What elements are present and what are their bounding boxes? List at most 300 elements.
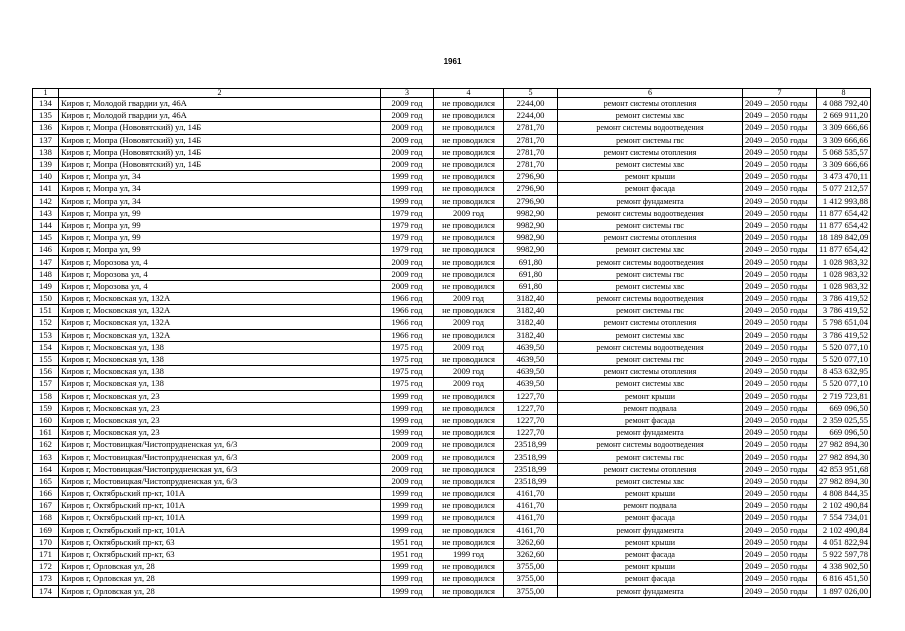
table-row (33, 573, 871, 585)
cost-cell: 1 028 983,32 (817, 256, 871, 268)
table-row (33, 158, 871, 170)
build-year-cell: 2009 год (381, 146, 434, 158)
period-cell: 2049 – 2050 годы (743, 329, 817, 341)
work-type-cell: ремонт фасада (558, 183, 743, 195)
last-repair-cell: не проводился (434, 195, 504, 207)
address-cell: Киров г, Московская ул, 132А (59, 317, 381, 329)
table-row (33, 232, 871, 244)
last-repair-cell: не проводился (434, 232, 504, 244)
cost-cell: 1 897 026,00 (817, 585, 871, 597)
cost-cell: 8 453 632,95 (817, 366, 871, 378)
address-cell: Киров г, Московская ул, 23 (59, 390, 381, 402)
last-repair-cell: не проводился (434, 268, 504, 280)
period-cell: 2049 – 2050 годы (743, 366, 817, 378)
build-year-cell: 1999 год (381, 488, 434, 500)
work-type-cell: ремонт системы хвс (558, 158, 743, 170)
table-row (33, 366, 871, 378)
cost-cell: 11 877 654,42 (817, 207, 871, 219)
table-row (33, 122, 871, 134)
last-repair-cell: не проводился (434, 110, 504, 122)
row-number-cell: 147 (33, 256, 59, 268)
area-cell: 4639,50 (504, 378, 558, 390)
row-number-cell: 142 (33, 195, 59, 207)
work-type-cell: ремонт системы отопления (558, 366, 743, 378)
address-cell: Киров г, Мостовицкая/Чистопрудненская ул, 6/3 (59, 451, 381, 463)
period-cell: 2049 – 2050 годы (743, 98, 817, 110)
build-year-cell: 1966 год (381, 293, 434, 305)
work-type-cell: ремонт подвала (558, 402, 743, 414)
last-repair-cell: не проводился (434, 427, 504, 439)
work-type-cell: ремонт системы хвс (558, 244, 743, 256)
last-repair-cell: 2009 год (434, 293, 504, 305)
build-year-cell: 1966 год (381, 317, 434, 329)
work-type-cell: ремонт крыши (558, 536, 743, 548)
row-number-cell: 171 (33, 548, 59, 560)
area-cell: 4161,70 (504, 512, 558, 524)
build-year-cell: 1979 год (381, 244, 434, 256)
row-number-cell: 138 (33, 146, 59, 158)
table-row (33, 305, 871, 317)
table-row (33, 488, 871, 500)
cost-cell: 7 554 734,01 (817, 512, 871, 524)
table-row (33, 110, 871, 122)
work-type-cell: ремонт крыши (558, 561, 743, 573)
address-cell: Киров г, Мопра (Нововятский) ул, 14Б (59, 158, 381, 170)
address-cell: Киров г, Мопра ул, 99 (59, 244, 381, 256)
address-cell: Киров г, Морозова ул, 4 (59, 280, 381, 292)
period-cell: 2049 – 2050 годы (743, 402, 817, 414)
last-repair-cell: не проводился (434, 256, 504, 268)
last-repair-cell: не проводился (434, 353, 504, 365)
cost-cell: 1 028 983,32 (817, 280, 871, 292)
period-cell: 2049 – 2050 годы (743, 134, 817, 146)
address-cell: Киров г, Октябрьский пр-кт, 101А (59, 524, 381, 536)
area-cell: 1227,70 (504, 427, 558, 439)
period-cell: 2049 – 2050 годы (743, 512, 817, 524)
area-cell: 23518,99 (504, 451, 558, 463)
last-repair-cell: не проводился (434, 463, 504, 475)
table-row (33, 475, 871, 487)
period-cell: 2049 – 2050 годы (743, 219, 817, 231)
period-cell: 2049 – 2050 годы (743, 158, 817, 170)
address-cell: Киров г, Орловская ул, 28 (59, 585, 381, 597)
address-cell: Киров г, Московская ул, 138 (59, 353, 381, 365)
address-cell: Киров г, Мопра ул, 34 (59, 171, 381, 183)
row-number-cell: 168 (33, 512, 59, 524)
work-type-cell: ремонт системы гвс (558, 353, 743, 365)
area-cell: 1227,70 (504, 402, 558, 414)
address-cell: Киров г, Московская ул, 138 (59, 366, 381, 378)
row-number-cell: 134 (33, 98, 59, 110)
address-cell: Киров г, Орловская ул, 28 (59, 573, 381, 585)
cost-cell: 3 786 419,52 (817, 293, 871, 305)
build-year-cell: 2009 год (381, 98, 434, 110)
area-cell: 4639,50 (504, 353, 558, 365)
row-number-cell: 146 (33, 244, 59, 256)
address-cell: Киров г, Мостовицкая/Чистопрудненская ул, 6/3 (59, 439, 381, 451)
cost-cell: 5 520 077,10 (817, 378, 871, 390)
cost-cell: 5 520 077,10 (817, 341, 871, 353)
cost-cell: 3 473 470,11 (817, 171, 871, 183)
work-type-cell: ремонт фасада (558, 548, 743, 560)
table-row (33, 463, 871, 475)
build-year-cell: 1951 год (381, 536, 434, 548)
build-year-cell: 1979 год (381, 207, 434, 219)
page-number: 1961 (443, 57, 462, 66)
period-cell: 2049 – 2050 годы (743, 232, 817, 244)
last-repair-cell: не проводился (434, 414, 504, 426)
period-cell: 2049 – 2050 годы (743, 183, 817, 195)
table-row (33, 378, 871, 390)
row-number-cell: 170 (33, 536, 59, 548)
period-cell: 2049 – 2050 годы (743, 488, 817, 500)
last-repair-cell: не проводился (434, 244, 504, 256)
period-cell: 2049 – 2050 годы (743, 122, 817, 134)
cost-cell: 3 309 666,66 (817, 158, 871, 170)
cost-cell: 27 982 894,30 (817, 451, 871, 463)
table-row (33, 268, 871, 280)
work-type-cell: ремонт системы отопления (558, 317, 743, 329)
table-row (33, 585, 871, 597)
period-cell: 2049 – 2050 годы (743, 244, 817, 256)
work-type-cell: ремонт подвала (558, 500, 743, 512)
last-repair-cell: не проводился (434, 219, 504, 231)
period-cell: 2049 – 2050 годы (743, 353, 817, 365)
row-number-cell: 166 (33, 488, 59, 500)
build-year-cell: 1979 год (381, 232, 434, 244)
cost-cell: 27 982 894,30 (817, 475, 871, 487)
last-repair-cell: не проводился (434, 488, 504, 500)
repair-schedule-table (32, 88, 871, 598)
period-cell: 2049 – 2050 годы (743, 341, 817, 353)
address-cell: Киров г, Мопра (Нововятский) ул, 14Б (59, 134, 381, 146)
build-year-cell: 2009 год (381, 110, 434, 122)
table-row (33, 146, 871, 158)
work-type-cell: ремонт фундамента (558, 585, 743, 597)
table-row (33, 219, 871, 231)
cost-cell: 5 922 597,78 (817, 548, 871, 560)
table-row (33, 390, 871, 402)
area-cell: 4639,50 (504, 366, 558, 378)
row-number-cell: 172 (33, 561, 59, 573)
address-cell: Киров г, Мопра ул, 99 (59, 219, 381, 231)
row-number-cell: 149 (33, 280, 59, 292)
work-type-cell: ремонт фасада (558, 512, 743, 524)
work-type-cell: ремонт системы хвс (558, 329, 743, 341)
cost-cell: 669 096,50 (817, 427, 871, 439)
address-cell: Киров г, Мопра (Нововятский) ул, 14Б (59, 146, 381, 158)
address-cell: Киров г, Московская ул, 138 (59, 341, 381, 353)
row-number-cell: 161 (33, 427, 59, 439)
build-year-cell: 2009 год (381, 463, 434, 475)
last-repair-cell: не проводился (434, 171, 504, 183)
build-year-cell: 1999 год (381, 561, 434, 573)
last-repair-cell: не проводился (434, 451, 504, 463)
build-year-cell: 1999 год (381, 512, 434, 524)
last-repair-cell: 2009 год (434, 317, 504, 329)
cost-cell: 4 088 792,40 (817, 98, 871, 110)
last-repair-cell: не проводился (434, 183, 504, 195)
table-row (33, 280, 871, 292)
area-cell: 3182,40 (504, 305, 558, 317)
area-cell: 23518,99 (504, 475, 558, 487)
build-year-cell: 1979 год (381, 219, 434, 231)
cost-cell: 27 982 894,30 (817, 439, 871, 451)
period-cell: 2049 – 2050 годы (743, 171, 817, 183)
period-cell: 2049 – 2050 годы (743, 305, 817, 317)
period-cell: 2049 – 2050 годы (743, 390, 817, 402)
address-cell: Киров г, Октябрьский пр-кт, 101А (59, 500, 381, 512)
build-year-cell: 1975 год (381, 378, 434, 390)
work-type-cell: ремонт системы гвс (558, 451, 743, 463)
build-year-cell: 1999 год (381, 402, 434, 414)
work-type-cell: ремонт фасада (558, 573, 743, 585)
table-row (33, 134, 871, 146)
row-number-cell: 173 (33, 573, 59, 585)
address-cell: Киров г, Московская ул, 138 (59, 378, 381, 390)
work-type-cell: ремонт системы водоотведения (558, 207, 743, 219)
last-repair-cell: 2009 год (434, 341, 504, 353)
address-cell: Киров г, Московская ул, 132А (59, 293, 381, 305)
work-type-cell: ремонт системы гвс (558, 305, 743, 317)
address-cell: Киров г, Октябрьский пр-кт, 101А (59, 488, 381, 500)
last-repair-cell: 2009 год (434, 378, 504, 390)
area-cell: 4161,70 (504, 488, 558, 500)
table-row (33, 171, 871, 183)
row-number-cell: 165 (33, 475, 59, 487)
table-row (33, 500, 871, 512)
work-type-cell: ремонт фасада (558, 414, 743, 426)
work-type-cell: ремонт системы водоотведения (558, 341, 743, 353)
last-repair-cell: не проводился (434, 500, 504, 512)
row-number-cell: 167 (33, 500, 59, 512)
last-repair-cell: 2009 год (434, 207, 504, 219)
cost-cell: 2 102 490,84 (817, 524, 871, 536)
address-cell: Киров г, Молодой гвардии ул, 46А (59, 110, 381, 122)
cost-cell: 4 051 822,94 (817, 536, 871, 548)
area-cell: 2781,70 (504, 146, 558, 158)
build-year-cell: 2009 год (381, 256, 434, 268)
work-type-cell: ремонт системы гвс (558, 268, 743, 280)
last-repair-cell: не проводился (434, 390, 504, 402)
area-cell: 2781,70 (504, 158, 558, 170)
row-number-cell: 159 (33, 402, 59, 414)
work-type-cell: ремонт крыши (558, 171, 743, 183)
period-cell: 2049 – 2050 годы (743, 439, 817, 451)
area-cell: 1227,70 (504, 414, 558, 426)
address-cell: Киров г, Мопра ул, 34 (59, 195, 381, 207)
row-number-cell: 143 (33, 207, 59, 219)
last-repair-cell: не проводился (434, 122, 504, 134)
row-number-cell: 150 (33, 293, 59, 305)
row-number-cell: 157 (33, 378, 59, 390)
row-number-cell: 140 (33, 171, 59, 183)
cost-cell: 18 189 842,09 (817, 232, 871, 244)
cost-cell: 3 309 666,66 (817, 134, 871, 146)
area-cell: 3182,40 (504, 317, 558, 329)
period-cell: 2049 – 2050 годы (743, 317, 817, 329)
header-cell: 6 (558, 89, 743, 98)
row-number-cell: 141 (33, 183, 59, 195)
header-cell: 3 (381, 89, 434, 98)
build-year-cell: 1966 год (381, 329, 434, 341)
work-type-cell: ремонт системы хвс (558, 110, 743, 122)
work-type-cell: ремонт фундамента (558, 195, 743, 207)
table-row (33, 536, 871, 548)
address-cell: Киров г, Московская ул, 132А (59, 305, 381, 317)
cost-cell: 3 786 419,52 (817, 329, 871, 341)
work-type-cell: ремонт системы отопления (558, 463, 743, 475)
table-row (33, 329, 871, 341)
period-cell: 2049 – 2050 годы (743, 256, 817, 268)
table-row (33, 561, 871, 573)
row-number-cell: 136 (33, 122, 59, 134)
table-row (33, 414, 871, 426)
area-cell: 2796,90 (504, 171, 558, 183)
table-row (33, 244, 871, 256)
build-year-cell: 2009 год (381, 122, 434, 134)
last-repair-cell: не проводился (434, 524, 504, 536)
work-type-cell: ремонт системы водоотведения (558, 122, 743, 134)
table-row (33, 293, 871, 305)
period-cell: 2049 – 2050 годы (743, 268, 817, 280)
build-year-cell: 2009 год (381, 439, 434, 451)
area-cell: 2244,00 (504, 110, 558, 122)
address-cell: Киров г, Московская ул, 23 (59, 414, 381, 426)
build-year-cell: 2009 год (381, 280, 434, 292)
cost-cell: 5 077 212,57 (817, 183, 871, 195)
row-number-cell: 145 (33, 232, 59, 244)
build-year-cell: 2009 год (381, 451, 434, 463)
row-number-cell: 137 (33, 134, 59, 146)
build-year-cell: 1999 год (381, 524, 434, 536)
period-cell: 2049 – 2050 годы (743, 585, 817, 597)
cost-cell: 1 412 993,88 (817, 195, 871, 207)
period-cell: 2049 – 2050 годы (743, 451, 817, 463)
build-year-cell: 1975 год (381, 341, 434, 353)
address-cell: Киров г, Мостовицкая/Чистопрудненская ул, 6/3 (59, 475, 381, 487)
work-type-cell: ремонт системы хвс (558, 378, 743, 390)
cost-cell: 5 798 651,04 (817, 317, 871, 329)
area-cell: 9982,90 (504, 232, 558, 244)
last-repair-cell: не проводился (434, 475, 504, 487)
address-cell: Киров г, Московская ул, 132А (59, 329, 381, 341)
build-year-cell: 1999 год (381, 390, 434, 402)
cost-cell: 1 028 983,32 (817, 268, 871, 280)
period-cell: 2049 – 2050 годы (743, 536, 817, 548)
work-type-cell: ремонт системы гвс (558, 134, 743, 146)
build-year-cell: 1999 год (381, 195, 434, 207)
address-cell: Киров г, Молодой гвардии ул, 46А (59, 98, 381, 110)
period-cell: 2049 – 2050 годы (743, 110, 817, 122)
last-repair-cell: не проводился (434, 134, 504, 146)
address-cell: Киров г, Мопра ул, 99 (59, 232, 381, 244)
last-repair-cell: не проводился (434, 98, 504, 110)
period-cell: 2049 – 2050 годы (743, 475, 817, 487)
header-cell: 7 (743, 89, 817, 98)
area-cell: 3755,00 (504, 585, 558, 597)
work-type-cell: ремонт системы водоотведения (558, 293, 743, 305)
row-number-cell: 163 (33, 451, 59, 463)
header-cell: 4 (434, 89, 504, 98)
table-row (33, 451, 871, 463)
address-cell: Киров г, Мопра (Нововятский) ул, 14Б (59, 122, 381, 134)
last-repair-cell: не проводился (434, 402, 504, 414)
address-cell: Киров г, Мопра ул, 34 (59, 183, 381, 195)
cost-cell: 3 309 666,66 (817, 122, 871, 134)
table-row (33, 548, 871, 560)
table-row (33, 427, 871, 439)
table-row (33, 512, 871, 524)
last-repair-cell: не проводился (434, 512, 504, 524)
row-number-cell: 135 (33, 110, 59, 122)
work-type-cell: ремонт системы отопления (558, 98, 743, 110)
last-repair-cell: не проводился (434, 329, 504, 341)
build-year-cell: 1975 год (381, 366, 434, 378)
area-cell: 9982,90 (504, 219, 558, 231)
table-row (33, 98, 871, 110)
row-number-cell: 155 (33, 353, 59, 365)
work-type-cell: ремонт системы хвс (558, 475, 743, 487)
last-repair-cell: не проводился (434, 280, 504, 292)
period-cell: 2049 – 2050 годы (743, 146, 817, 158)
table-row (33, 256, 871, 268)
build-year-cell: 1999 год (381, 183, 434, 195)
address-cell: Киров г, Октябрьский пр-кт, 63 (59, 548, 381, 560)
area-cell: 3755,00 (504, 573, 558, 585)
row-number-cell: 158 (33, 390, 59, 402)
area-cell: 2796,90 (504, 183, 558, 195)
cost-cell: 669 096,50 (817, 402, 871, 414)
build-year-cell: 1966 год (381, 305, 434, 317)
last-repair-cell: не проводился (434, 585, 504, 597)
work-type-cell: ремонт системы водоотведения (558, 439, 743, 451)
header-cell: 1 (33, 89, 59, 98)
last-repair-cell: не проводился (434, 305, 504, 317)
area-cell: 3262,60 (504, 536, 558, 548)
period-cell: 2049 – 2050 годы (743, 427, 817, 439)
last-repair-cell: 2009 год (434, 366, 504, 378)
address-cell: Киров г, Морозова ул, 4 (59, 268, 381, 280)
period-cell: 2049 – 2050 годы (743, 500, 817, 512)
build-year-cell: 2009 год (381, 158, 434, 170)
period-cell: 2049 – 2050 годы (743, 548, 817, 560)
address-cell: Киров г, Орловская ул, 28 (59, 561, 381, 573)
period-cell: 2049 – 2050 годы (743, 378, 817, 390)
build-year-cell: 1999 год (381, 427, 434, 439)
period-cell: 2049 – 2050 годы (743, 524, 817, 536)
header-cell: 5 (504, 89, 558, 98)
row-number-cell: 153 (33, 329, 59, 341)
address-cell: Киров г, Московская ул, 23 (59, 427, 381, 439)
cost-cell: 4 338 902,50 (817, 561, 871, 573)
area-cell: 4639,50 (504, 341, 558, 353)
work-type-cell: ремонт фундамента (558, 427, 743, 439)
work-type-cell: ремонт крыши (558, 390, 743, 402)
last-repair-cell: не проводился (434, 536, 504, 548)
cost-cell: 2 719 723,81 (817, 390, 871, 402)
last-repair-cell: не проводился (434, 158, 504, 170)
row-number-cell: 154 (33, 341, 59, 353)
cost-cell: 2 669 911,20 (817, 110, 871, 122)
table-row (33, 317, 871, 329)
build-year-cell: 2009 год (381, 134, 434, 146)
table-row (33, 195, 871, 207)
period-cell: 2049 – 2050 годы (743, 561, 817, 573)
last-repair-cell: не проводился (434, 561, 504, 573)
build-year-cell: 1999 год (381, 171, 434, 183)
last-repair-cell: не проводился (434, 573, 504, 585)
